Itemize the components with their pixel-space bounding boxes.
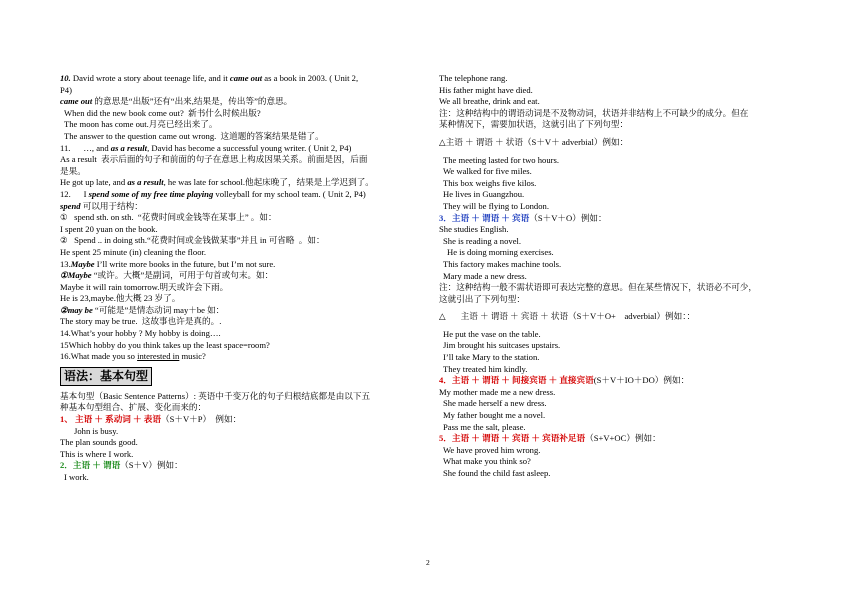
key-phrase: as a result — [127, 177, 164, 188]
example-sentence: We have proved him wrong. — [443, 444, 541, 455]
key-phrase: ②may be — [60, 304, 93, 315]
example-sentence: We all breathe, drink and eat. — [439, 96, 540, 107]
explanation-text: As a result 表示后面的句子和前面的句子在意思上构成因果关系。前面是因，后面 — [60, 154, 368, 165]
item-15: 15Which hobby do you think takes up the least space=room? — [60, 339, 270, 350]
page-number: 2 — [426, 558, 430, 567]
right-column — [439, 73, 809, 480]
pattern-name: 5．主语 ＋ 谓语 ＋ 宾语 ＋ 宾语补足语 — [439, 433, 586, 444]
pattern-variant-title: △ 主语 ＋ 谓语 ＋ 宾语 ＋ 状语（S＋V＋O+ adverbial）例如：： — [439, 311, 696, 322]
usage-point: ① spend sth. on sth. “花费时间或金钱等在某事上” 。如： — [60, 212, 277, 223]
explanation — [60, 96, 430, 108]
example-sentence: My mother made me a new dress. — [439, 386, 556, 397]
sentence-text: David wrote a story about teenage life, and it — [70, 73, 230, 83]
item-11 — [60, 143, 430, 155]
pattern-variant-title: △主语 ＋ 谓语 ＋ 状语（S＋V＋ adverbial）例如： — [439, 136, 629, 147]
key-phrase: came out — [229, 73, 263, 83]
intro-text: 基本句型（Basic Sentence Patterns）: 英语中千变万化的句子归根结底都是由以下五 — [60, 390, 371, 401]
explanation-text: “或许。大概”是副词，可用于句首或句末。如： — [91, 270, 274, 281]
example-sentence: We walked for five miles. — [443, 166, 532, 177]
pattern-formula: (S＋V＋IO＋DO）例如： — [593, 375, 690, 386]
sentence-text: volleyball for my school team. ( Unit 2, P4) — [213, 188, 366, 199]
explanation-text: 是果。 — [60, 165, 86, 176]
sentence-text: as a book in 2003. ( Unit 2, — [262, 73, 359, 83]
example-sentence: I’ll take Mary to the station. — [443, 352, 540, 363]
example-sentence: He is doing morning exercises. — [447, 247, 554, 258]
example-sentence: The moon has come out.月亮已经出来了。 — [64, 119, 218, 130]
item-12 — [60, 189, 430, 201]
usage-point — [60, 270, 430, 282]
intro-text: 种基本句型组合、扩展、变化而来的： — [60, 402, 207, 413]
usage-point — [60, 305, 430, 317]
example-sentence: They treated him kindly. — [443, 363, 528, 374]
pattern-4-title — [439, 375, 809, 387]
sentence-text: 12. I — [60, 188, 89, 199]
item-16 — [60, 351, 430, 363]
example-sentence: He lives in Guangzhou. — [443, 189, 525, 200]
example-sentence: The telephone rang. — [439, 73, 508, 83]
example-sentence: The meeting lasted for two hours. — [443, 154, 559, 165]
pattern-2-title — [60, 460, 430, 472]
example-sentence: He spent 25 minute (in) cleaning the floor. — [60, 246, 207, 257]
example-sentence: When did the new book come out? 新书什么时候出版? — [64, 107, 261, 118]
key-phrase: Maybe — [70, 258, 95, 269]
item-number: 13. — [60, 258, 71, 269]
example-sentence: His father might have died. — [439, 84, 533, 95]
note-text: 注：这种结构中的谓语动词是不及物动词，状语并非结构上不可缺少的成分。但在 — [439, 107, 749, 118]
example-sentence: The answer to the question came out wrong. 这道题的答案结果是错了。 — [64, 130, 324, 141]
example-sentence: Jim brought his suitcases upstairs. — [443, 340, 561, 351]
item-10 — [60, 73, 430, 85]
item-14: 14.What’s your hobby ? My hobby is doing…. — [60, 328, 221, 339]
sentence-text: music? — [179, 351, 206, 362]
key-phrase: spend some of my free time playing — [88, 188, 214, 199]
underlined-phrase: interested in — [137, 351, 180, 362]
example-sentence: He is 23,maybe.他大概 23 岁了。 — [60, 293, 181, 304]
pattern-name: 4．主语 ＋ 谓语 ＋ 间接宾语 ＋ 直接宾语 — [439, 375, 594, 386]
pattern-formula: （S＋V＋O）例如： — [529, 212, 607, 223]
explanation-text: “可能是”是情态动词 may＋be 如： — [92, 304, 225, 315]
example-sentence: I spent 20 yuan on the book. — [60, 223, 158, 234]
example-sentence: She found the child fast asleep. — [443, 468, 551, 478]
sentence-text: 11. …, and — [60, 142, 111, 153]
pattern-1-title — [60, 414, 430, 426]
usage-point: ② Spend .. in doing sth.“花费时间或金钱做某事”并且 in 可省略 。如： — [60, 235, 325, 246]
pattern-name: 3．主语 ＋ 谓语 ＋ 宾语 — [439, 212, 530, 223]
example-sentence: What make you think so? — [443, 456, 531, 467]
item-number: 10. — [60, 73, 71, 83]
example-sentence: This is where I work. — [60, 448, 134, 459]
example-sentence: He put the vase on the table. — [443, 328, 541, 339]
example-sentence: Maybe it will rain tomorrow.明天或许会下雨。 — [60, 281, 229, 292]
sentence-text: P4) — [60, 84, 72, 95]
example-sentence: Mary made a new dress. — [443, 270, 527, 281]
key-phrase: spend — [60, 200, 81, 211]
sentence-text: , David has become a successful young writer. ( Unit 2, P4) — [147, 142, 352, 153]
example-sentence: I work. — [64, 472, 89, 482]
example-sentence — [60, 177, 430, 189]
item-13 — [60, 259, 430, 271]
sentence-text: I’ll write more books in the future, but I’m not sure. — [94, 258, 276, 269]
pattern-formula: （S+V+OC）例如： — [585, 433, 661, 444]
example-sentence: This factory makes machine tools. — [443, 258, 562, 269]
key-phrase: ①Maybe — [60, 270, 92, 281]
key-phrase: came out — [60, 96, 93, 107]
sentence-text: , he was late for school.他起床晚了，结果是上学迟到了。 — [163, 177, 374, 188]
explanation-text: 可以用于结构： — [80, 200, 143, 211]
example-sentence: She studies English. — [439, 224, 509, 235]
key-phrase: as a result — [110, 142, 148, 153]
note-text: 某种情况下，需要加状语，这就引出了下列句型： — [439, 119, 629, 130]
example-sentence: My father bought me a novel. — [443, 410, 546, 421]
sentence-text: 16.What made you so — [60, 351, 138, 362]
left-column — [60, 73, 430, 484]
explanation-text: 的意思是“出版”还有“出来,结果是，传出等”的意思。 — [92, 96, 293, 107]
pattern-name: 2．主语 ＋ 谓语 — [60, 460, 121, 471]
example-sentence: Pass me the salt, please. — [443, 421, 526, 432]
example-sentence: They will be flying to London. — [443, 200, 549, 211]
example-sentence: She made herself a new dress. — [443, 398, 547, 409]
pattern-3-title — [439, 213, 809, 225]
example-sentence: John is busy. — [74, 425, 119, 436]
note-text: 这就引出了下列句型： — [439, 293, 525, 304]
example-sentence: She is reading a novel. — [443, 235, 522, 246]
pattern-formula: （S＋V）例如： — [120, 460, 183, 471]
section-heading: 语法：基本句型 — [60, 367, 152, 386]
explanation — [60, 201, 430, 213]
note-text: 注：这种结构一般不需状语即可表达完整的意思。但在某些情况下，状语必不可少， — [439, 282, 757, 293]
example-sentence: This box weighs five kilos. — [443, 177, 537, 188]
example-sentence: The plan sounds good. — [60, 437, 138, 448]
sentence-text: He got up late, and — [60, 177, 128, 188]
pattern-name: 1、 主语 ＋ 系动词 ＋ 表语 — [60, 414, 161, 425]
example-sentence: The story may be true. 这故事也许是真的。. — [60, 316, 222, 327]
pattern-formula: （S＋V＋P） 例如： — [160, 414, 242, 425]
pattern-5-title — [439, 433, 809, 445]
